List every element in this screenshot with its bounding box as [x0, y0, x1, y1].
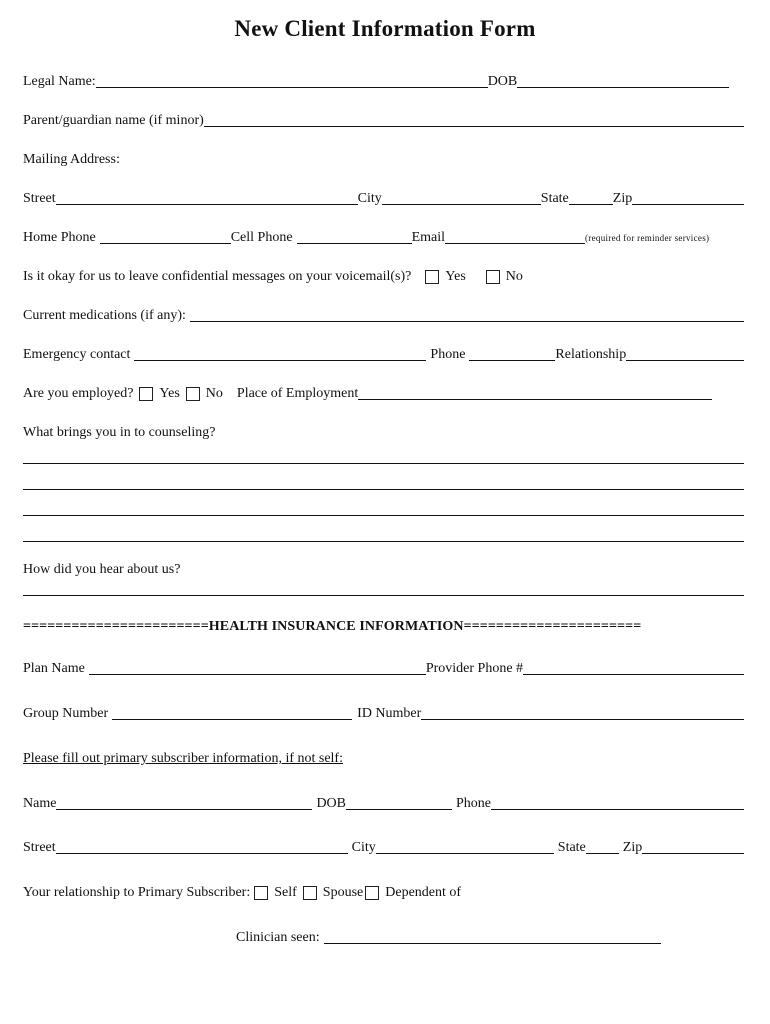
self-checkbox[interactable] — [254, 886, 268, 900]
subscriber-name-label: Name — [23, 796, 57, 811]
zip-field[interactable] — [632, 190, 744, 205]
employed-question: Are you employed? — [23, 386, 134, 401]
hear-question: How did you hear about us? — [23, 562, 181, 577]
subscriber-dob-label: DOB — [316, 796, 346, 811]
counseling-line-2[interactable] — [23, 489, 744, 490]
row-subscriber-note — [23, 747, 744, 767]
relationship-field[interactable] — [626, 346, 744, 361]
row-group — [23, 702, 744, 722]
subscriber-note: Please fill out primary subscriber information, if not self: — [23, 751, 343, 766]
legal-name-field[interactable] — [96, 73, 488, 88]
place-employment-label: Place of Employment — [236, 386, 359, 401]
subscriber-name-field[interactable] — [56, 795, 312, 810]
row-counseling — [23, 421, 744, 441]
dependent-label: Dependent of — [385, 885, 462, 900]
email-note: (required for reminder services) — [585, 233, 710, 243]
row-parent — [23, 109, 744, 129]
emergency-phone-label: Phone — [430, 347, 466, 362]
page-title: New Client Information Form — [234, 16, 536, 41]
medications-label: Current medications (if any): — [23, 308, 186, 323]
employed-no-checkbox[interactable] — [186, 387, 200, 401]
state-field[interactable] — [569, 190, 613, 205]
row-mailing — [23, 148, 744, 168]
hear-line[interactable] — [23, 595, 744, 596]
emergency-phone-field[interactable] — [469, 346, 555, 361]
city-field[interactable] — [382, 190, 541, 205]
plan-name-field[interactable] — [89, 660, 426, 675]
subscriber-city-label: City — [351, 840, 376, 855]
self-label: Self — [274, 885, 297, 900]
subscriber-zip-label: Zip — [622, 840, 643, 855]
subscriber-phone-field[interactable] — [491, 795, 744, 810]
state-label: State — [540, 191, 569, 206]
emergency-field[interactable] — [134, 346, 426, 361]
row-address — [23, 187, 744, 207]
place-employment-field[interactable] — [358, 385, 712, 400]
emergency-label: Emergency contact — [23, 347, 131, 362]
row-plan — [23, 657, 744, 677]
provider-phone-label: Provider Phone # — [425, 661, 524, 676]
row-voicemail — [23, 265, 744, 285]
group-number-field[interactable] — [112, 705, 352, 720]
dependent-checkbox[interactable] — [365, 886, 379, 900]
counseling-line-3[interactable] — [23, 515, 744, 516]
subscriber-city-field[interactable] — [376, 839, 554, 854]
provider-phone-field[interactable] — [523, 660, 744, 675]
voicemail-no-label: No — [505, 269, 523, 284]
employed-yes-label: Yes — [159, 386, 180, 401]
plan-name-label: Plan Name — [23, 661, 85, 676]
city-label: City — [357, 191, 382, 206]
email-label: Email — [411, 230, 445, 245]
row-phones — [23, 226, 744, 246]
row-subscriber-name — [23, 792, 744, 812]
subscriber-zip-field[interactable] — [642, 839, 744, 854]
counseling-line-4[interactable] — [23, 541, 744, 542]
row-hear — [23, 558, 744, 578]
cell-phone-label: Cell Phone — [230, 230, 293, 245]
voicemail-yes-checkbox[interactable] — [425, 270, 439, 284]
street-label: Street — [23, 191, 56, 206]
subscriber-state-field[interactable] — [586, 839, 619, 854]
id-number-label: ID Number — [357, 706, 422, 721]
row-legal-name — [23, 70, 744, 90]
subscriber-street-label: Street — [23, 840, 56, 855]
employed-no-label: No — [205, 386, 223, 401]
street-field[interactable] — [56, 190, 358, 205]
parent-label: Parent/guardian name (if minor) — [23, 113, 204, 128]
row-medications — [23, 304, 744, 324]
clinician-label: Clinician seen: — [236, 930, 320, 945]
subscriber-relationship-question: Your relationship to Primary Subscriber: — [23, 885, 251, 900]
counseling-line-1[interactable] — [23, 463, 744, 464]
zip-label: Zip — [612, 191, 633, 206]
clinician-field[interactable] — [324, 929, 661, 944]
dob-label: DOB — [487, 74, 518, 89]
id-number-field[interactable] — [421, 705, 744, 720]
counseling-question: What brings you in to counseling? — [23, 425, 216, 440]
row-subscriber-address — [23, 836, 744, 856]
employed-yes-checkbox[interactable] — [139, 387, 153, 401]
email-field[interactable] — [445, 229, 585, 244]
home-phone-field[interactable] — [100, 229, 231, 244]
parent-field[interactable] — [204, 112, 744, 127]
insurance-section-header: =======================HEALTH INSURANCE INFORMATION====================== — [23, 619, 642, 634]
spouse-checkbox[interactable] — [303, 886, 317, 900]
dob-field[interactable] — [517, 73, 729, 88]
legal-name-label: Legal Name: — [23, 74, 96, 89]
subscriber-phone-label: Phone — [456, 796, 491, 811]
voicemail-yes-label: Yes — [445, 269, 466, 284]
subscriber-street-field[interactable] — [56, 839, 348, 854]
subscriber-state-label: State — [557, 840, 586, 855]
cell-phone-field[interactable] — [297, 229, 412, 244]
group-number-label: Group Number — [23, 706, 109, 721]
voicemail-question: Is it okay for us to leave confidential messages on your voicemail(s)? — [23, 269, 412, 284]
mailing-label: Mailing Address: — [23, 152, 120, 167]
row-subscriber-relationship — [23, 881, 744, 901]
subscriber-dob-field[interactable] — [346, 795, 452, 810]
spouse-label: Spouse — [322, 885, 364, 900]
voicemail-no-checkbox[interactable] — [486, 270, 500, 284]
medications-field[interactable] — [190, 307, 744, 322]
row-emergency — [23, 343, 744, 363]
row-clinician — [236, 926, 661, 946]
row-employed — [23, 382, 744, 402]
home-phone-label: Home Phone — [23, 230, 96, 245]
relationship-label: Relationship — [555, 347, 627, 362]
